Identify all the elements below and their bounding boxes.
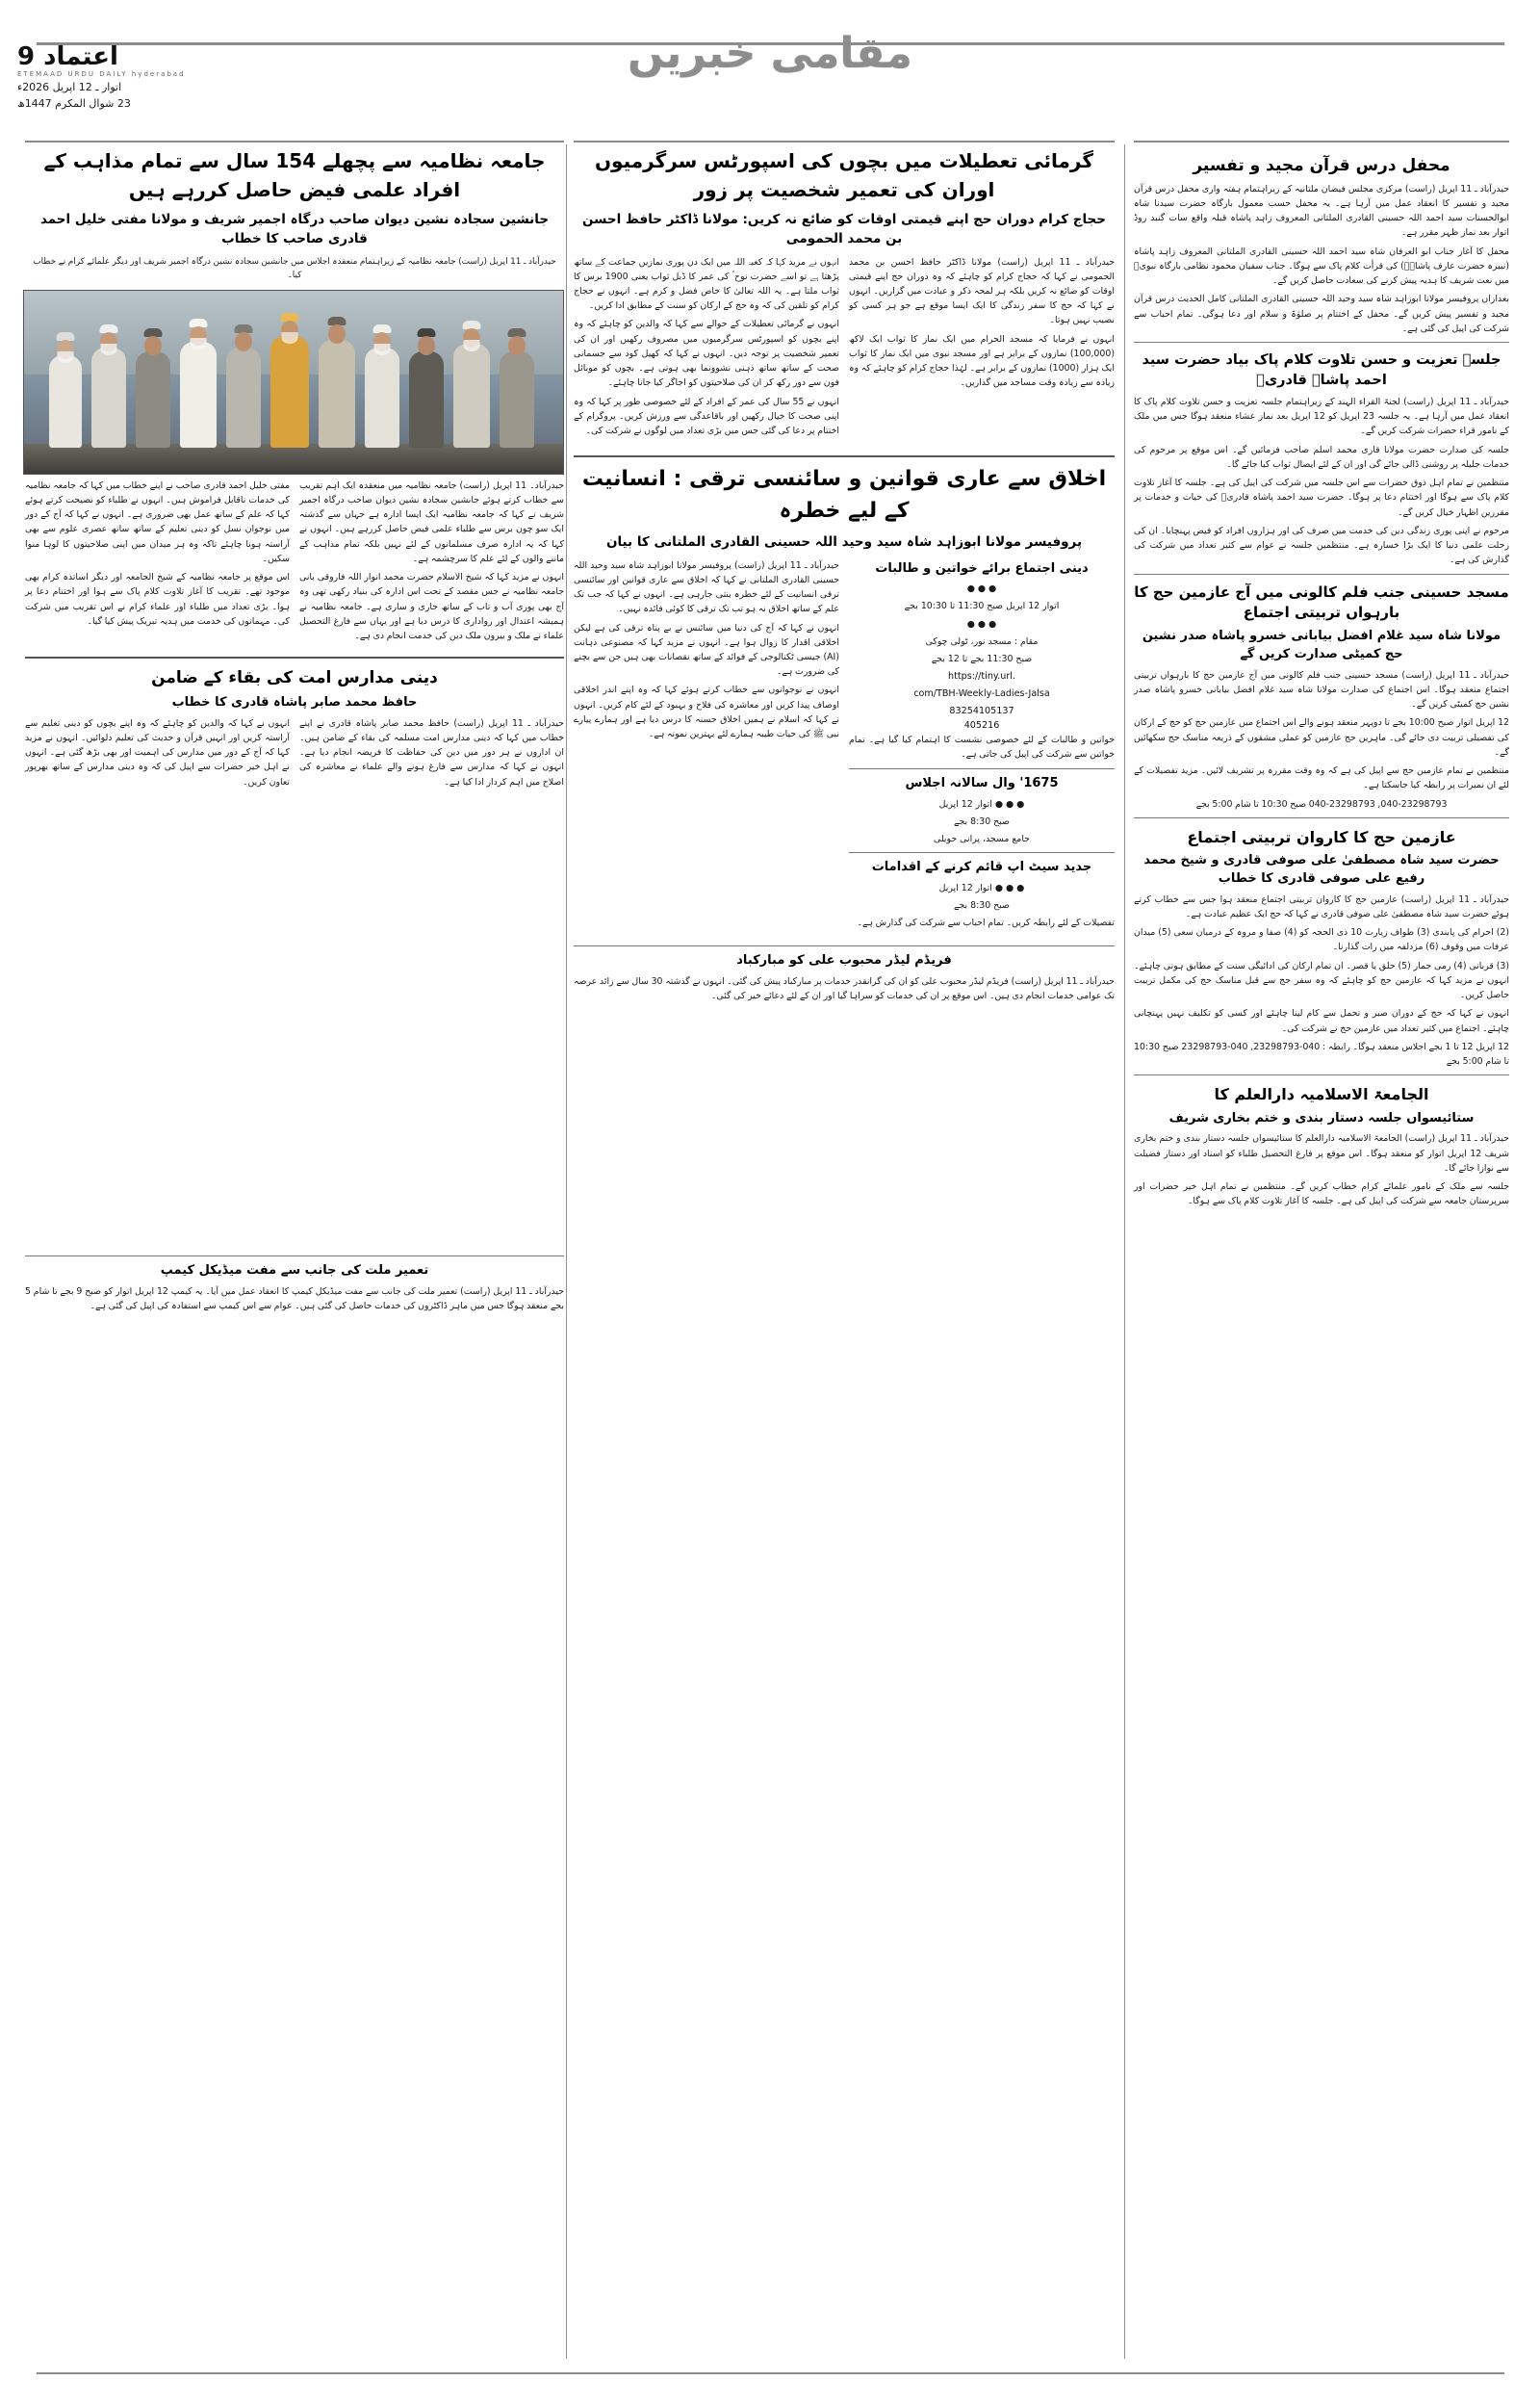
left3-body-paragraph: حیدرآباد ـ 11 اپریل (راست) تعمیر ملت کی جانب سے مفت میڈیکل کیمپ کا انعقاد عمل میں آیا۔ یہ کیمپ 12 اپریل اتوار کو صبح 9 بجے تا شام 5 بجے منعقد ہوگا جس میں ماہر ڈاکٹروں کی خدمات حاصل کی گئی ہیں۔ عوام سے اس کیمپ سے استفادہ کی اپیل کی گئی ہے۔	[25, 1285, 564, 1311]
mid3-bullet: ● ● ●	[966, 618, 997, 630]
left-body-paragraph: انہوں نے مزید کہا کہ شیخ الاسلام حضرت محمد انوار اللہ فاروقی بانی جامعہ نظامیہ نے جس مقصد کے تحت اس ادارہ کی بنیاد رکھی تھی وہ آج بھی پوری آب و تاب کے ساتھ جاری و ساری ہے۔ جامعہ نظامیہ نے ہمیشہ اعتدال اور رواداری کا درس دیا ہے اور یہاں سے فارغ التحصیل علماء نے ملک و بیرون ملک دین کی خدمت انجام دی ہے۔	[299, 572, 564, 641]
left-headline-3: تعمیر ملت کی جانب سے مفت میڈیکل کیمپ	[160, 1262, 429, 1278]
contact-phone-1[interactable]: 83254105137	[949, 706, 1014, 717]
photo-image	[24, 291, 563, 474]
top-rule-left	[25, 141, 564, 142]
right2-body-paragraph: جلسہ کی صدارت حضرت مولانا قاری محمد اسلم صاحب فرمائیں گے۔ اس موقع پر مرحوم کی خدمات جلیلہ پر روشنی ڈالی جائے گی اور ان کے لئے ایصال ثواب کیا جائے گا۔	[1134, 444, 1509, 470]
mid4-body-paragraph: حیدرآباد ـ 11 اپریل (راست) فریڈم لیڈر محبوب علی کو ان کی گرانقدر خدمات پر مبارکباد پیش کی گئی۔ انہوں نے گذشتہ 30 سال سے زائد عرصہ تک عوامی خدمات انجام دی ہیں۔ اس موقع پر ان کی خدمات کو سراہا گیا اور ان کے لئے دعائے خیر کی گئی۔	[574, 975, 1115, 1001]
left-section-divider-2	[25, 1255, 564, 1256]
jalsa-url-label[interactable]: https://tiny.url.	[948, 670, 1015, 682]
mid3-item2: جامع مسجد، پرانی حویلی	[934, 833, 1030, 844]
mid-body-paragraph: انہوں نے گرمائی تعطیلات کے حوالے سے کہا کہ والدین کو چاہئے کہ وہ اپنے بچوں کو اسپورٹس سرگرمیوں میں مصروف رکھیں اور ان کی تعمیر شخصیت پر توجہ دیں۔ انہوں نے کہا کہ کھیل کود سے جسمانی صحت کے ساتھ ساتھ ذہنی نشوونما بھی ہوتی ہے۔ بچوں کو موبائل فون سے دور رکھ کر ان کی صلاحیتوں کو اجاگر کیا جانا چاہئے۔	[574, 319, 839, 389]
left2-body-paragraph: حیدرآباد ـ 11 اپریل (راست) حافظ محمد صابر پاشاہ قادری نے اپنے خطاب میں کہا کہ دینی مدارس امت مسلمہ کی بقاء کے ضامن ہیں۔ ان اداروں نے ہر دور میں دین کی حفاظت کا فریضہ انجام دیا ہے۔ انہوں نے کہا کہ مدارس سے فارغ ہونے والے علماء نے معاشرہ کی اصلاح میں اہم کردار ادا کیا ہے۔	[299, 717, 564, 788]
left-dateline: حیدرآباد ـ 11 اپریل (راست) جامعہ نظامیہ کے زیراہتمام منعقدہ اجلاس میں جانشین سجادہ نشین درگاہ اجمیر شریف اور دیگر علمائے کرام نے خطاب کیا۔	[33, 256, 556, 280]
contact-phone-2[interactable]: 405216	[963, 719, 1000, 731]
mid2-body-paragraph: حیدرآباد ـ 11 اپریل (راست) پروفیسر مولانا ابوزاہد شاہ سید وحید اللہ حسینی القادری الملتانی نے کہا کہ اخلاق سے عاری قوانین اور سائنسی ترقی انسانیت کے لئے خطرہ بنتی جارہی ہے۔ انہوں نے کہا کہ جب تک علم کے ساتھ اخلاق نہ ہو تب تک ترقی کا کوئی فائدہ نہیں۔	[574, 559, 839, 615]
right-body-paragraph: حیدرآباد ـ 11 اپریل (راست) مرکزی مجلس فیضان ملتانیہ کے زیراہتمام ہفتہ واری محفل درس قرآن مجید و تفسیر کا انعقاد عمل میں آرہا ہے۔ یہ محفل حسب معمول بارگاہ حضرت سیدنا شاہ ابوالحسنات سید احمد اللہ حسینی القادری الملتانی المعروف زاہد پاشاہ قبلہ واقع سات گنبد روڈ اتوار بعد نماز ظہر مقرر ہے۔	[1134, 183, 1509, 239]
right-subheadline-4: حضرت سید شاہ مصطفیٰ علی صوفی قادری و شیخ محمد رفیع علی صوفی قادری کا خطاب	[1143, 853, 1500, 886]
mid-subheadline: حجاج کرام دوران حج اپنے قیمتی اوقات کو ضائع نہ کریں: مولانا ڈاکٹر حافظ احسن بن محمد الحمومی	[581, 212, 1107, 247]
column-rule-2	[1124, 144, 1125, 2359]
photo-person	[136, 351, 170, 448]
mid3-note: خواتین و طالبات کے لئے خصوصی نشست کا اہتمام کیا گیا ہے۔ تمام خواتین سے شرکت کی اپیل کی جاتی ہے۔	[849, 735, 1115, 761]
mid-headline: گرمائی تعطیلات میں بچوں کی اسپورٹس سرگرمیوں اوران کی تعمیر شخصیت پر زور	[594, 149, 1094, 201]
right2-body-paragraph: منتظمین نے تمام اہل ذوق حضرات سے اس جلسہ میں شرکت کی اپیل کی ہے۔ جلسہ کا آغاز تلاوت کلام پاک سے ہوگا اور اختتام دعا پر ہوگا۔ حضرت سید احمد پاشاہ قادریؒ کی حیات و خدمات پر مقررین اظہار خیال کریں گے۔	[1134, 478, 1509, 518]
photo-person	[453, 344, 490, 448]
mid-section-divider-3	[574, 945, 1115, 946]
left-subheadline-2: حافظ محمد صابر پاشاہ قادری کا خطاب	[171, 694, 418, 710]
mid3-divider-2	[849, 852, 1115, 853]
right3-body-paragraph: 12 اپریل اتوار صبح 10:00 بجے تا دوپہر منعقد ہونے والے اس اجتماع میں عازمین حج کو حج کے ارکان کی تفصیلی تربیت دی جائے گی۔ ماہرین حج عازمین کو عملی مشقوں کے ذریعہ مناسک حج سکھائیں گے۔	[1134, 717, 1509, 758]
right4-body-paragraph: (2) احرام کی پابندی (3) طواف زیارت 10 ذی الحجہ کو (4) صفا و مروہ کے درمیان سعی (5) میدان عرفات میں وقوف (6) مزدلفہ میں رات گذارنا۔	[1134, 927, 1509, 953]
photo-person	[409, 351, 444, 448]
news-photo	[23, 290, 564, 475]
right5-body-paragraph: حیدرآباد ـ 11 اپریل (راست) الجامعۃ الاسلامیہ دارالعلم کا ستائیسواں جلسہ دستار بندی و ختم بخاری شریف 12 اپریل اتوار کو منعقد ہوگا۔ اس موقع پر فارغ التحصیل طلباء کو اسناد اور دستار فضیلت سے نوازا جائے گا۔	[1134, 1133, 1510, 1174]
mid2-body-paragraph: انہوں نے نوجوانوں سے خطاب کرتے ہوئے کہا کہ وہ اپنے اندر اخلاقی اوصاف پیدا کریں اور معاشرہ کی فلاح و بہبود کے لئے کام کریں۔ انہوں نے کہا کہ اسلام نے ہمیں اخلاق حسنہ کا درس دیا ہے اور ہمارے پیارے نبی ﷺ کی حیات طیبہ ہمارے لئے بہترین نمونہ ہے۔	[574, 685, 839, 740]
right4-body-paragraph: (3) قربانی (4) رمی جمار (5) حلق یا قصر۔ ان تمام ارکان کی ادائیگی سنت کے مطابق ہونی چاہئے۔ انہوں نے مزید کہا کہ عازمین حج کو چاہئے کہ وہ سفر حج سے قبل مناسک حج کی مکمل تربیت حاصل کریں۔	[1134, 960, 1509, 1001]
paper-name: اعتماد 9	[17, 42, 118, 71]
mid3-item2: صبح 8:30 بجے	[953, 815, 1011, 827]
masthead	[0, 0, 1540, 110]
hijri-date: 23 شوال المکرم 1447ھ	[17, 96, 131, 110]
page-section-title: مقامی خبریں	[628, 29, 912, 78]
jalsa-url-value[interactable]: com/TBH-Weekly-Ladies-Jalsa	[913, 688, 1050, 700]
left-subheadline: جانشین سجادہ نشین دیوان صاحب درگاہ اجمیر شریف و مولانا مفتی خلیل احمد قادری صاحب کا خطاب	[39, 212, 550, 247]
photo-person	[365, 348, 399, 448]
mid3-heading-3: جدید سیٹ اپ قائم کرنے کے اقدامات	[871, 859, 1092, 874]
photo-foreground-floor	[24, 444, 563, 473]
mid3-bullet: اتوار 12 اپریل صبح 11:30 تا 10:30 بجے	[904, 601, 1060, 612]
right2-body-paragraph: حیدرآباد ـ 11 اپریل (راست) لجنۃ القراء الہند کے زیراہتمام جلسہ تعزیت و حسن تلاوت کلام پاک کا انعقاد عمل میں آرہا ہے۔ یہ جلسہ 23 اپریل کو 12 اپریل بعد نماز عشاء منعقد ہوگا جس میں ملک کے نامور قراء حضرات شرکت کریں گے۔	[1134, 397, 1509, 437]
mid3-heading-2: 1675' وال سالانہ اجلاس	[905, 775, 1059, 790]
photo-person	[319, 340, 355, 448]
right-divider-1	[1134, 342, 1509, 343]
mid-subheadline-2: پروفیسر مولانا ابوزاہد شاہ سید وحید اللہ حسینی القادری الملتانی کا بیان	[605, 534, 1083, 551]
mid2-body-paragraph: انہوں نے کہا کہ آج کی دنیا میں سائنس نے بے پناہ ترقی کی ہے لیکن اخلاقی اقدار کا زوال ہوا ہے۔ انہوں نے مزید کہا کہ مصنوعی ذہانت (AI) جیسی ٹکنالوجی کے فوائد کے ساتھ نقصانات بھی ہیں جن سے بچنے کی ضرورت ہے۔	[574, 622, 839, 678]
footer-rule	[37, 2372, 1504, 2374]
right-subheadline-5: ستائیسواں جلسہ دستار بندی و ختم بخاری شریف	[1168, 1110, 1475, 1126]
left2-body-paragraph: انہوں نے کہا کہ والدین کو چاہئے کہ وہ اپنے بچوں کو دینی تعلیم سے آراستہ کریں اور انہیں قرآن و حدیث کی تعلیم دلوائیں۔ انہوں نے مزید کہا کہ آج کے دور میں مدارس کی اہمیت اور بھی بڑھ گئی ہے۔ انہوں نے اہل خیر حضرات سے اپیل کی کہ وہ دینی مدارس کے ساتھ بھرپور تعاون کریں۔	[25, 717, 290, 788]
mid3-bullet: ● ● ●	[966, 583, 997, 595]
right-divider-4	[1134, 1074, 1509, 1075]
mid3-bullet: مقام : مسجد نور، ٹولی چوکی	[925, 635, 1039, 647]
left-section-divider	[25, 657, 564, 659]
right5-body-paragraph: جلسہ سے ملک کے نامور علمائے کرام خطاب کریں گے۔ منتظمین نے تمام اہل خیر حضرات اور سرپرستان جامعہ سے شرکت کی اپیل کی ہے۔ جلسہ کا آغاز تلاوت کلام پاک سے ہوگا۔	[1134, 1181, 1509, 1207]
right-column	[1134, 146, 1509, 1213]
gregorian-date: اتوار ـ 12 اپریل 2026ء	[17, 81, 122, 94]
column-rule-1	[566, 144, 567, 2359]
right-divider-3	[1134, 817, 1509, 818]
top-rule-mid	[574, 141, 1115, 142]
right3-contact[interactable]: 040-23298793, 040-23298793 صبح 10:30 تا شام 5:00 بجے	[1195, 798, 1448, 810]
right2-body-paragraph: مرحوم نے اپنی پوری زندگی دین کی خدمت میں صرف کی اور ہزاروں افراد کو فیض پہنچایا۔ ان کی رحلت علمی دنیا کا ایک بڑا خسارہ ہے۔ منتظمین جلسہ نے عوام سے کثیر تعداد میں شرکت کی گذارش کی ہے۔	[1134, 525, 1509, 566]
right-headline: محفل درس قرآن مجید و تفسیر	[1193, 156, 1450, 175]
mid3-footer-note: تفصیلات کے لئے رابطہ کریں۔ تمام احباب سے شرکت کی گذارش ہے۔	[857, 917, 1115, 928]
left-headline-2: دینی مدارس امت کی بقاء کے ضامن	[151, 668, 438, 688]
left-body-paragraph: حیدرآباد۔ 11 اپریل (راست) جامعہ نظامیہ میں منعقدہ ایک اہم تقریب سے خطاب کرتے ہوئے جانشین سجادہ نشین دیوان صاحب درگاہ اجمیر شریف نے کہا کہ جامعہ نظامیہ ایک ایسا ادارہ ہے جہاں سے گذشتہ ایک سو چون برس سے طلباء علمی فیض حاصل کررہے ہیں۔ انہوں نے کہا کہ یہ ادارہ صرف مسلمانوں کے لئے نہیں بلکہ تمام مذاہب کے ماننے والوں کے لئے علم کا سرچشمہ ہے۔	[299, 479, 564, 564]
mid-headline-2: اخلاق سے عاری قوانین و سائنسی ترقی : انسانیت کے لیے خطرہ	[581, 467, 1107, 524]
photo-person	[270, 336, 309, 448]
photo-person	[180, 342, 217, 448]
mid-body-paragraph: انہوں نے مزید کہا کہ کعبۃ اللہ میں ایک دن پوری نمازیں جماعت کے ساتھ پڑھتا ہے تو اسے حضرت نوح ؑ کی عمر کا ڈبل ثواب یعنی 1900 برس کا ثواب ملتا ہے۔ یہ اللہ تعالیٰ کا خاص فضل و کرم ہے۔ انہوں نے حجاج کرام کو تلقین کی کہ وہ حج کے ارکان کو سنت کے مطابق ادا کریں۔	[574, 256, 840, 312]
mid3-bullet: صبح 11:30 بجے تا 12 بجے	[931, 653, 1033, 664]
left-body-paragraph: مفتی خلیل احمد قادری صاحب نے اپنے خطاب میں کہا کہ جامعہ نظامیہ کی خدمات ناقابل فراموش ہیں۔ انہوں نے طلباء کو نصیحت کرتے ہوئے کہا کہ علم کے ساتھ عمل بھی ضروری ہے۔ انہوں نے کہا کہ آج کے دور میں نوجوان نسل کو دینی تعلیم کے ساتھ ساتھ عصری علوم سے بھی آراستہ ہونا چاہئے تاکہ وہ ہر میدان میں اپنی صلاحیتوں کا لوہا منوا سکیں۔	[25, 479, 290, 564]
photo-person	[226, 348, 261, 448]
mid-body-paragraph: حیدرآباد ـ 11 اپریل (راست) مولانا ڈاکٹر حافظ احسن بن محمد الحمومی نے کہا کہ حجاج کرام کو چاہئے کہ وہ دوران حج اپنے قیمتی اوقات کو ضائع نہ کریں بلکہ ہر لمحہ ذکر و عبادت میں گزاریں۔ انہوں نے کہا کہ حج کا سفر زندگی کا ایک ایسا موقع ہے جو ہر کسی کو نصیب نہیں ہوتا۔	[849, 256, 1115, 326]
mid3-divider	[849, 768, 1115, 769]
mid3-item3: صبح 8:30 بجے	[953, 899, 1011, 911]
mid-headline-4: فریڈم لیڈر محبوب علی کو مبارکباد	[736, 952, 952, 968]
photo-person	[91, 348, 126, 448]
right-headline-3: مسجد حسینی جنب فلم کالونی میں آج عازمین حج کا بارہواں تربیتی اجتماع	[1134, 582, 1509, 622]
mid-body-paragraph: انہوں نے فرمایا کہ مسجد الحرام میں ایک نماز کا ثواب ایک لاکھ (100,000) نمازوں کے برابر ہے اور مسجد نبوی میں ایک نماز کا ثواب ایک ہزار (1000) نمازوں کے برابر ہے۔ لہٰذا حجاج کرام کو چاہئے کہ وہ زیادہ سے زیادہ وقت مساجد میں گذاریں۔	[849, 333, 1115, 389]
photo-person	[500, 351, 534, 448]
left-column	[25, 146, 564, 1317]
mid-headline-3: دینی اجتماع برائے خواتین و طالبات	[875, 560, 1089, 576]
left-body-paragraph: اس موقع پر جامعہ نظامیہ کے شیخ الجامعہ اور دیگر اساتذہ کرام بھی موجود تھے۔ تقریب کا آغاز تلاوت کلام پاک سے ہوا اور اختتام دعا پر ہوا۔ بڑی تعداد میں طلباء اور علماء کرام نے اس تقریب میں شرکت کی۔ مہمانوں کی خدمت میں ہدیہ تبریک پیش کیا گیا۔	[25, 572, 290, 627]
right-divider-2	[1134, 574, 1509, 575]
mid3-item3: ● ● ● اتوار 12 اپریل	[938, 882, 1025, 893]
middle-column	[574, 146, 1115, 1007]
mid3-item2: ● ● ● اتوار 12 اپریل	[938, 798, 1025, 810]
right-headline-2: جلسہ تعزیت و حسن تلاوت کلام پاک بیاد حضرت سید احمد پاشاہ قادریؒ	[1142, 351, 1502, 388]
mid-body-paragraph: انہوں نے 55 سال کی عمر کے افراد کے لئے خصوصی طور پر کہا کہ وہ اپنی صحت کا خیال رکھیں اور باقاعدگی سے ورزش کریں۔ پروگرام کے اختتام پر دعا کی گئی جس میں بڑی تعداد میں لوگوں نے شرکت کی۔	[574, 396, 840, 437]
right4-body-paragraph: حیدرآباد ـ 11 اپریل (راست) عازمین حج کا کاروان تربیتی اجتماع منعقد ہوا جس سے خطاب کرتے ہوئے حضرت سید شاہ مصطفیٰ علی صوفی قادری نے کہا کہ حج ایک عظیم عبادت ہے۔	[1134, 893, 1509, 919]
right-headline-4: عازمین حج کا کاروان تربیتی اجتماع	[1187, 827, 1456, 846]
right3-body-paragraph: حیدرآباد ـ 11 اپریل (راست) مسجد حسینی جنب فلم کالونی میں آج عازمین حج کا بارہواں تربیتی اجتماع منعقد ہوگا۔ اس اجتماع کی صدارت مولانا شاہ سید غلام افضل بیابانی خسرو پاشاہ صدر نشین حج کمیٹی کریں گے۔	[1134, 669, 1509, 711]
paper-subtitle: ETEMAAD URDU DAILY hyderabad	[17, 70, 186, 79]
right-body-paragraph: محفل کا آغاز جناب ابو العرفان شاہ سید احمد اللہ حسینی القادری الملتانی المعروف زاہد پاشاہ (نبیرہ حضرت عارف پاشاہؒ) کی قرأت کلام پاک سے ہوگا۔ جناب سفیان محمود نظامی بارگاہ نبویؐ میں نعت شریف کا ہدیہ پیش کرنے کی سعادت حاصل کریں گے۔	[1134, 246, 1509, 287]
mid-section-divider	[574, 455, 1115, 457]
right4-body-paragraph: انہوں نے کہا کہ حج کے دوران صبر و تحمل سے کام لینا چاہئے اور کسی کو تکلیف نہیں پہنچانی چاہئے۔ اجتماع میں کثیر تعداد میں عازمین حج نے شرکت کی۔	[1134, 1008, 1509, 1034]
top-rule-right	[1134, 141, 1509, 142]
left-headline: جامعہ نظامیہ سے پچھلے 154 سال سے تمام مذاہب کے افراد علمی فیض حاصل کررہے ہیں	[43, 149, 546, 201]
right-body-paragraph: بعدازاں پروفیسر مولانا ابوزاہد شاہ سید وحید اللہ حسینی القادری الملتانی کامل الحدیث درس قرآن مجید و تفسیر پیش کریں گے۔ محفل کے اختتام پر صلوٰۃ و سلام اور دعا ہوگی۔ تمام احباب سے شرکت کی اپیل کی گئی ہے۔	[1134, 294, 1509, 334]
photo-person	[49, 355, 82, 448]
right-headline-5: الجامعۃ الاسلامیہ دارالعلم کا	[1214, 1085, 1429, 1104]
right3-body-paragraph: منتظمین نے تمام عازمین حج سے اپیل کی ہے کہ وہ وقت مقررہ پر تشریف لائیں۔ مزید تفصیلات کے لئے ان نمبرات پر رابطہ کیا جاسکتا ہے۔	[1134, 765, 1509, 791]
right4-body-paragraph: 12 اپریل 12 تا 1 بجے اجلاس منعقد ہوگا۔ رابطہ : 040-23298793, 040-23298793 صبح 10:30 تا شام 5:00 بجے	[1134, 1041, 1510, 1068]
right-subheadline-3: مولانا شاہ سید غلام افضل بیابانی خسرو پاشاہ صدر نشین حج کمیٹی صدارت کریں گے	[1142, 629, 1502, 661]
